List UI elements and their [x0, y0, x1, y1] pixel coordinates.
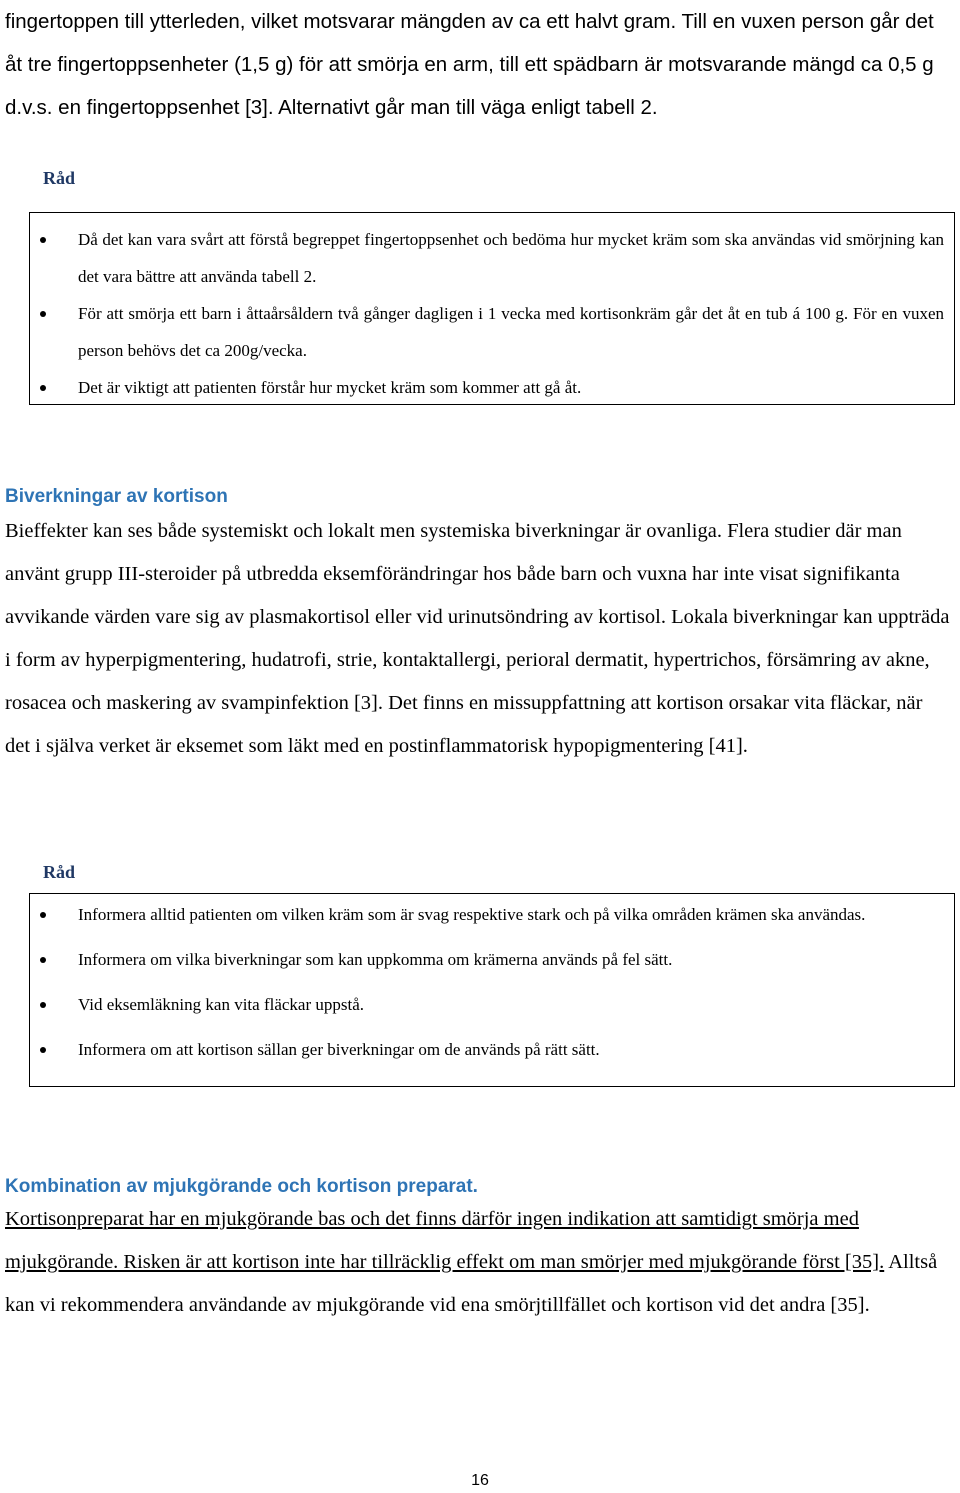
list-item: För att smörja ett barn i åttaårsåldern två gånger dagligen i 1 vecka med kortisonkräm går det åt en tub á 100 g. För en vuxen person behövs det ca 200g/vecka. — [30, 295, 954, 369]
bullet-icon — [40, 1047, 46, 1053]
underlined-text: Kortisonpreparat har en mjukgörande bas och det finns därför ingen indikation att samtidigt smörja med mjukgörande. Risken är att kortison inte har tillräcklig effekt om man smörjer med mjukgörande först [35]. — [5, 1208, 885, 1273]
list-item: Vid eksemläkning kan vita fläckar uppstå. — [30, 992, 954, 1017]
section-heading-combination: Kombination av mjukgörande och kortison preparat. — [5, 1176, 478, 1197]
advice-label: Råd — [43, 168, 76, 188]
bullet-icon — [40, 311, 46, 317]
advice-box — [29, 212, 955, 405]
bullet-icon — [40, 912, 46, 918]
bullet-icon — [40, 957, 46, 963]
section-heading-side-effects: Biverkningar av kortison — [5, 486, 228, 507]
list-item: Då det kan vara svårt att förstå begreppet fingertoppsenhet och bedöma hur mycket kräm som ska användas vid smörjning kan det vara bättre att använda tabell 2. — [30, 221, 954, 295]
advice-box — [29, 893, 955, 1087]
list-item: Det är viktigt att patienten förstår hur mycket kräm som kommer att gå åt. — [30, 369, 954, 406]
advice-label: Råd — [43, 862, 76, 882]
bullet-icon — [40, 385, 46, 391]
paragraph-text: Alltså kan vi rekommendera användande av mjukgörande vid ena smörjtillfället och kortison vid det andra [35]. — [5, 1251, 938, 1316]
list-item: Informera alltid patienten om vilken kräm som är svag respektive stark och på vilka områden krämen ska användas. — [30, 902, 954, 927]
combination-paragraph — [5, 1198, 950, 1327]
intro-text: fingertoppen till ytterleden, vilket motsvarar mängden av ca ett halvt gram. Till en vuxen person går det åt tre fingertoppsenheter (1,5 g) för att smörja en arm, till ett spädbarn är motsvarande mängd ca 0,5 g d.v.s. en fingertoppsenhet [3]. Alternativt går man till väga enligt tabell 2. — [5, 10, 934, 119]
page-number: 16 — [471, 1472, 489, 1489]
list-item: Informera om att kortison sällan ger biverkningar om de används på rätt sätt. — [30, 1037, 954, 1062]
list-item: Informera om vilka biverkningar som kan uppkomma om krämerna används på fel sätt. — [30, 947, 954, 972]
bullet-icon — [40, 1002, 46, 1008]
intro-paragraph — [5, 0, 955, 129]
bullet-icon — [40, 237, 46, 243]
side-effects-paragraph: Bieffekter kan ses både systemiskt och lokalt men systemiska biverkningar är ovanliga. Flera studier där man använt grupp III-steroider på utbredda eksemförändringar hos både barn och vuxna har inte visat signifikanta avvikande värden vare sig av plasmakortisol eller vid urinutsöndring av kortisol. Lokala biverkningar kan uppträda i form av hyperpigmentering, hudatrofi, strie, kontaktallergi, perioral dermatit, hypertrichos, försämring av akne, rosacea och maskering av svampinfektion [3]. Det finns en missuppfattning att kortison orsakar vita fläckar, när det i själva verket är eksemet som läkt med en postinflammatorisk hypopigmentering [41]. — [5, 520, 950, 757]
